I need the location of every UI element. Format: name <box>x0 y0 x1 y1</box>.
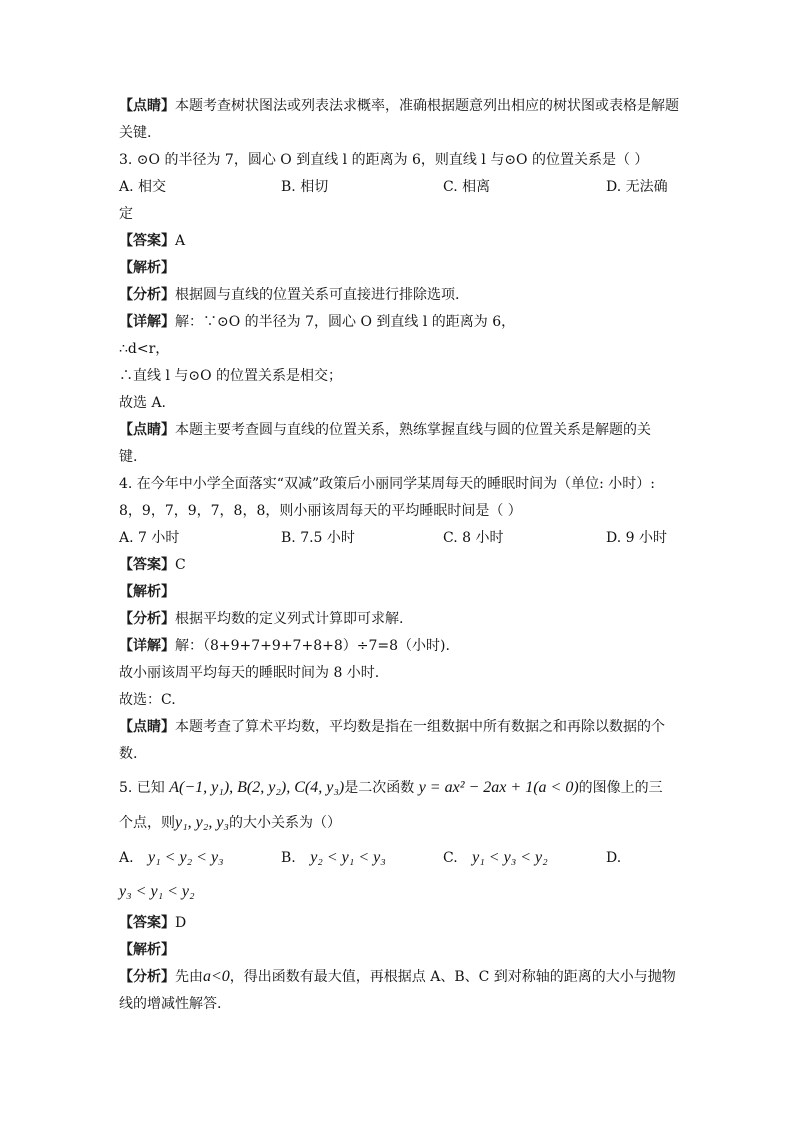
comment-text: 本题考查了算术平均数，平均数是指在一组数据中所有数据之和再除以数据的个 <box>175 719 665 735</box>
option-expr: y₁ < y₂ < y₃ <box>148 849 224 866</box>
q5-option-c <box>443 848 548 868</box>
comment-text: 本题主要考查圆与直线的位置关系，熟练掌握直线与圆的位置关系是解题的关 <box>175 422 651 438</box>
q4-fenxi <box>119 609 403 629</box>
q3-stem: 3. ⊙O 的半径为 7，圆心 O 到直线 l 的距离为 6，则直线 l 与⊙O 的位置关系是（ ） <box>119 152 649 168</box>
q3-detail <box>119 312 515 332</box>
option-expr: y₂ < y₁ < y₃ <box>310 849 386 866</box>
fenxi-post: ，得出函数有最大值，再根据点 A、B、C 到对称轴的距离的大小与抛物 <box>229 969 676 985</box>
q4-analysis-tag: 【解析】 <box>119 584 175 600</box>
q3-detail-line-3: ∴直线 l 与⊙O 的位置关系是相交； <box>119 368 343 384</box>
q4-detail <box>119 636 450 656</box>
q2-comment-line <box>119 96 679 116</box>
q4-stem-line-2: 8，9，7，9，7，8，8，则小丽该周每天的平均睡眠时间是（ ） <box>119 503 522 519</box>
q5-end-text: 的图像上的三 <box>578 780 663 796</box>
detail-text: 解：∵⊙O 的半径为 7，圆心 O 到直线 l 的距离为 6， <box>175 314 516 330</box>
q3-analysis-tag: 【解析】 <box>119 260 175 276</box>
q3-comment-line-2: 键. <box>119 449 138 465</box>
q3-option-d-wrap: 定 <box>119 206 133 222</box>
q4-option-b: B. 7.5 小时 <box>281 530 355 546</box>
q3-comment <box>119 420 651 440</box>
q5-line2-post: 的大小关系为（） <box>229 815 341 831</box>
q4-comment-line-2: 数. <box>119 746 138 762</box>
q5-line2-pre: 个点，则 <box>119 815 175 831</box>
q2-comment-line-2: 关键. <box>119 125 152 141</box>
q4-comment <box>119 717 665 737</box>
q5-stem-line-2 <box>119 813 341 833</box>
fenxi-pre: 先由 <box>175 969 203 985</box>
fenxi-text: 根据圆与直线的位置关系可直接进行排除选项. <box>175 287 460 303</box>
answer-tag: 【答案】 <box>119 233 175 249</box>
option-label: B. <box>281 850 296 866</box>
fenxi-tag: 【分析】 <box>119 287 175 303</box>
q4-option-d: D. 9 小时 <box>606 530 667 546</box>
q4-stem-line-1: 4. 在今年中小学全面落实“双减”政策后小丽同学某周每天的睡眠时间为（单位: 小时）: <box>119 476 656 492</box>
q3-detail-line-2: ∴d<r， <box>119 341 170 357</box>
answer-value: D <box>175 915 187 931</box>
q4-option-c: C. 8 小时 <box>443 530 504 546</box>
q5-points: A(−1, y₁), B(2, y₂), C(4, y₃) <box>169 779 345 796</box>
answer-value: A <box>175 233 186 249</box>
q5-analysis-tag: 【解析】 <box>119 942 175 958</box>
q3-option-c: C. 相离 <box>443 179 491 195</box>
q5-mid-text: 是二次函数 <box>344 780 415 796</box>
q5-option-a <box>119 848 224 868</box>
q3-detail-line-4: 故选 A. <box>119 395 167 411</box>
q5-number: 5. 已知 <box>119 780 165 796</box>
q5-fenxi-line-2: 线的增减性解答. <box>119 996 222 1012</box>
option-label: C. <box>443 850 458 866</box>
q5-answer <box>119 913 186 933</box>
fenxi-tag: 【分析】 <box>119 969 175 985</box>
comment-tag: 【点睛】 <box>119 719 175 735</box>
q3-fenxi <box>119 285 459 305</box>
q4-detail-line-3: 故选：C. <box>119 692 176 708</box>
q3-option-d: D. 无法确 <box>606 179 668 195</box>
answer-tag: 【答案】 <box>119 915 175 931</box>
q5-option-d <box>606 848 621 868</box>
q5-option-b <box>281 848 386 868</box>
comment-tag: 【点睛】 <box>119 98 175 114</box>
fenxi-text: 根据平均数的定义列式计算即可求解. <box>175 611 404 627</box>
option-expr: y₁ < y₃ < y₂ <box>472 849 548 866</box>
q5-variables: y₁, y₂, y₃ <box>175 814 229 831</box>
comment-tag: 【点睛】 <box>119 422 175 438</box>
q5-stem-line-1 <box>119 778 663 798</box>
q4-answer <box>119 555 186 575</box>
q5-fenxi <box>119 967 676 987</box>
option-label: A. <box>119 850 134 866</box>
comment-text: 本题考查树状图法或列表法求概率，准确根据题意列出相应的树状图或表格是解题 <box>175 98 679 114</box>
answer-value: C <box>175 557 186 573</box>
option-label: D. <box>606 850 622 866</box>
fenxi-tag: 【分析】 <box>119 611 175 627</box>
detail-tag: 【详解】 <box>119 638 175 654</box>
answer-tag: 【答案】 <box>119 557 175 573</box>
fenxi-math: a<0 <box>203 968 230 985</box>
q5-option-d-wrap: y₃ < y₁ < y₂ <box>119 883 195 900</box>
q5-function: y = ax² − 2ax + 1(a < 0) <box>418 779 579 796</box>
detail-text: 解：（8+9+7+9+7+8+8）÷7=8（小时). <box>175 638 450 654</box>
detail-tag: 【详解】 <box>119 314 175 330</box>
q3-option-a: A. 相交 <box>119 179 167 195</box>
q3-option-b: B. 相切 <box>281 179 329 195</box>
q3-answer <box>119 231 185 251</box>
q4-detail-line-2: 故小丽该周平均每天的睡眠时间为 8 小时. <box>119 665 380 681</box>
q4-option-a: A. 7 小时 <box>119 530 180 546</box>
